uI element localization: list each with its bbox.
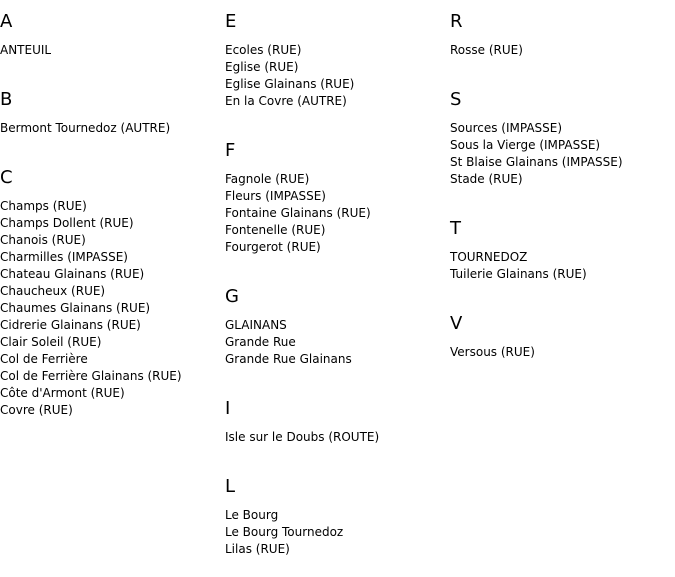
street-link[interactable]: Le Bourg xyxy=(225,508,279,522)
street-link[interactable]: En la Covre (AUTRE) xyxy=(225,94,347,108)
street-link[interactable]: Fontaine Glainans (RUE) xyxy=(225,206,371,220)
letter-group xyxy=(225,387,449,465)
street-link[interactable]: Chaucheux (RUE) xyxy=(0,284,106,298)
letter-heading: C xyxy=(0,167,13,188)
letter-heading: T xyxy=(450,218,461,239)
letter-group xyxy=(225,129,449,275)
letter-heading: L xyxy=(225,476,236,497)
street-link[interactable]: Champs (RUE) xyxy=(0,199,87,213)
street-link[interactable]: Fleurs (IMPASSE) xyxy=(225,189,326,203)
street-list xyxy=(0,42,224,78)
letter-group xyxy=(225,0,449,129)
letter-group xyxy=(0,78,224,156)
letter-group xyxy=(0,0,224,78)
letter-heading: V xyxy=(450,313,463,334)
street-link[interactable]: Eglise Glainans (RUE) xyxy=(225,77,355,91)
street-link[interactable]: Clair Soleil (RUE) xyxy=(0,335,102,349)
street-link[interactable]: Cidrerie Glainans (RUE) xyxy=(0,318,141,332)
street-link[interactable]: Fourgerot (RUE) xyxy=(225,240,321,254)
street-list xyxy=(0,120,224,156)
street-link[interactable]: TOURNEDOZ xyxy=(450,250,528,264)
letter-heading: E xyxy=(225,11,237,32)
street-link[interactable]: Stade (RUE) xyxy=(450,172,523,186)
letter-heading: B xyxy=(0,89,13,110)
letter-group xyxy=(225,465,449,577)
street-link[interactable]: Sous la Vierge (IMPASSE) xyxy=(450,138,601,152)
letter-heading: F xyxy=(225,140,236,161)
street-link[interactable]: Le Bourg Tournedoz xyxy=(225,525,344,539)
letter-heading: A xyxy=(0,11,13,32)
letter-heading: I xyxy=(225,398,231,419)
street-list xyxy=(450,249,674,302)
street-link[interactable]: Côte d'Armont (RUE) xyxy=(0,386,125,400)
street-link[interactable]: Grande Rue xyxy=(225,335,296,349)
street-link[interactable]: Col de Ferrière Glainans (RUE) xyxy=(0,369,182,383)
street-link[interactable]: Grande Rue Glainans xyxy=(225,352,352,366)
street-list xyxy=(225,507,449,577)
letter-heading: S xyxy=(450,89,462,110)
street-link[interactable]: Fontenelle (RUE) xyxy=(225,223,326,237)
street-link[interactable]: Covre (RUE) xyxy=(0,403,73,417)
street-link[interactable]: ANTEUIL xyxy=(0,43,52,57)
letter-group xyxy=(450,302,674,380)
letter-heading: G xyxy=(225,286,239,307)
street-link[interactable]: Isle sur le Doubs (ROUTE) xyxy=(225,430,380,444)
street-link[interactable]: Tuilerie Glainans (RUE) xyxy=(450,267,587,281)
street-link[interactable]: Charmilles (IMPASSE) xyxy=(0,250,128,264)
street-link[interactable]: Rosse (RUE) xyxy=(450,43,523,57)
letter-group xyxy=(225,275,449,387)
street-list xyxy=(450,120,674,207)
street-link[interactable]: Lilas (RUE) xyxy=(225,542,290,556)
street-list xyxy=(225,429,449,465)
index-column xyxy=(225,0,449,577)
letter-group xyxy=(450,0,674,78)
street-link[interactable]: Champs Dollent (RUE) xyxy=(0,216,134,230)
letter-group xyxy=(450,207,674,302)
street-link[interactable]: Sources (IMPASSE) xyxy=(450,121,563,135)
index-column xyxy=(450,0,674,380)
street-link[interactable]: Bermont Tournedoz (AUTRE) xyxy=(0,121,171,135)
street-link[interactable]: Chateau Glainans (RUE) xyxy=(0,267,145,281)
street-link[interactable]: Fagnole (RUE) xyxy=(225,172,310,186)
street-list xyxy=(225,171,449,275)
street-link[interactable]: St Blaise Glainans (IMPASSE) xyxy=(450,155,623,169)
index-column xyxy=(0,0,224,438)
street-list xyxy=(450,42,674,78)
letter-heading: R xyxy=(450,11,463,32)
street-link[interactable]: Versous (RUE) xyxy=(450,345,535,359)
street-link[interactable]: Col de Ferrière xyxy=(0,352,88,366)
street-link[interactable]: GLAINANS xyxy=(225,318,287,332)
street-list xyxy=(0,198,224,438)
street-list xyxy=(450,344,674,380)
street-list xyxy=(225,42,449,129)
letter-group xyxy=(0,156,224,438)
street-link[interactable]: Chanois (RUE) xyxy=(0,233,86,247)
street-link[interactable]: Ecoles (RUE) xyxy=(225,43,302,57)
street-link[interactable]: Eglise (RUE) xyxy=(225,60,299,74)
street-link[interactable]: Chaumes Glainans (RUE) xyxy=(0,301,151,315)
letter-group xyxy=(450,78,674,207)
street-list xyxy=(225,317,449,387)
